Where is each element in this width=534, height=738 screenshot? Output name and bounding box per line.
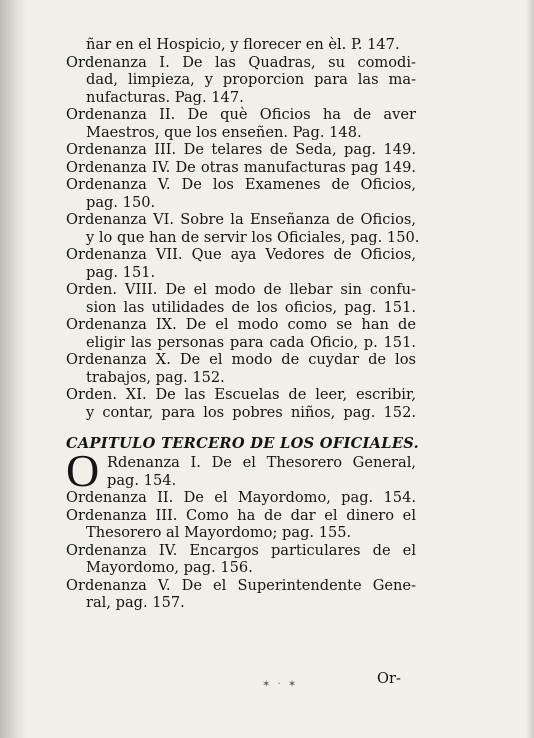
toc-line: Thesorero al Mayordomo; pag. 155. xyxy=(86,524,352,541)
toc-line: Ordenanza IX. De el modo como se han de xyxy=(66,316,416,333)
toc-line: Ordenanza I. De las Quadras, su comodi- xyxy=(66,53,416,71)
toc-line: ral, pag. 157. xyxy=(86,594,185,611)
catchword: Or- xyxy=(377,670,401,687)
toc-line: Ordenanza V. De el Superintendente Gene- xyxy=(66,576,416,594)
binding-shadow xyxy=(0,0,26,738)
toc-line: Ordenanza IV. Encargos particulares de el xyxy=(66,541,416,559)
toc-line: y lo que han de servir los Oficiales, pag. 150. xyxy=(86,228,420,246)
toc-line: trabajos, pag. 152. xyxy=(86,368,225,386)
toc-line: Ordenanza VII. Que aya Vedores de Oficios, xyxy=(66,246,416,263)
toc-line: Orden. XI. De las Escuelas de leer, escribir, xyxy=(66,386,416,403)
toc-line: pag. 151. xyxy=(86,263,156,281)
printers-ornament: ✶ · ✶ xyxy=(262,679,299,690)
toc-line: Ordenanza III. Como ha de dar el dinero el xyxy=(66,506,416,524)
toc-line: Maestros, que los enseñen. Pag. 148. xyxy=(86,123,362,141)
toc-line: Ordenanza V. De los Examenes de Oficios, xyxy=(66,176,416,193)
toc-line: eligir las personas para cada Oficio, p. 151. xyxy=(86,333,416,351)
toc-line: y contar, para los pobres niños, pag. 152. xyxy=(86,403,416,421)
toc-line: sion las utilidades de los oficios, pag. 151. xyxy=(86,298,416,316)
toc-line: Ordenanza II. De què Oficios ha de aver xyxy=(66,106,416,123)
toc-line: Mayordomo, pag. 156. xyxy=(86,559,253,576)
toc-line: Ordenanza III. De telares de Seda, pag. 149. xyxy=(66,141,416,158)
toc-line: Ordenanza IV. De otras manufacturas pag 149. xyxy=(66,158,416,176)
toc-line: Rdenanza I. De el Thesorero General, xyxy=(107,454,416,471)
toc-line: pag. 154. xyxy=(107,471,177,489)
toc-line: Orden. VIII. De el modo de llebar sin confu- xyxy=(66,281,416,298)
toc-line: Ordenanza X. De el modo de cuydar de los xyxy=(66,351,416,368)
section-gap xyxy=(60,421,416,435)
dropcap-entry xyxy=(60,445,416,496)
toc-line: Ordenanza VI. Sobre la Enseñanza de Oficios, xyxy=(66,211,416,228)
page-edge xyxy=(526,0,534,738)
toc-line: pag. 150. xyxy=(86,193,156,211)
toc-line: ñar en el Hospicio, y florecer en èl. P. 147. xyxy=(86,36,400,53)
drop-cap: O xyxy=(66,445,100,496)
toc-line: dad, limpieza, y proporcion para las ma- xyxy=(86,71,416,88)
toc-line: Ordenanza II. De el Mayordomo, pag. 154. xyxy=(66,489,416,506)
toc-line: nufacturas. Pag. 147. xyxy=(86,88,244,106)
chapter-heading: CAPITULO TERCERO DE LOS OFICIALES. xyxy=(66,435,419,452)
table-of-contents xyxy=(60,36,420,612)
